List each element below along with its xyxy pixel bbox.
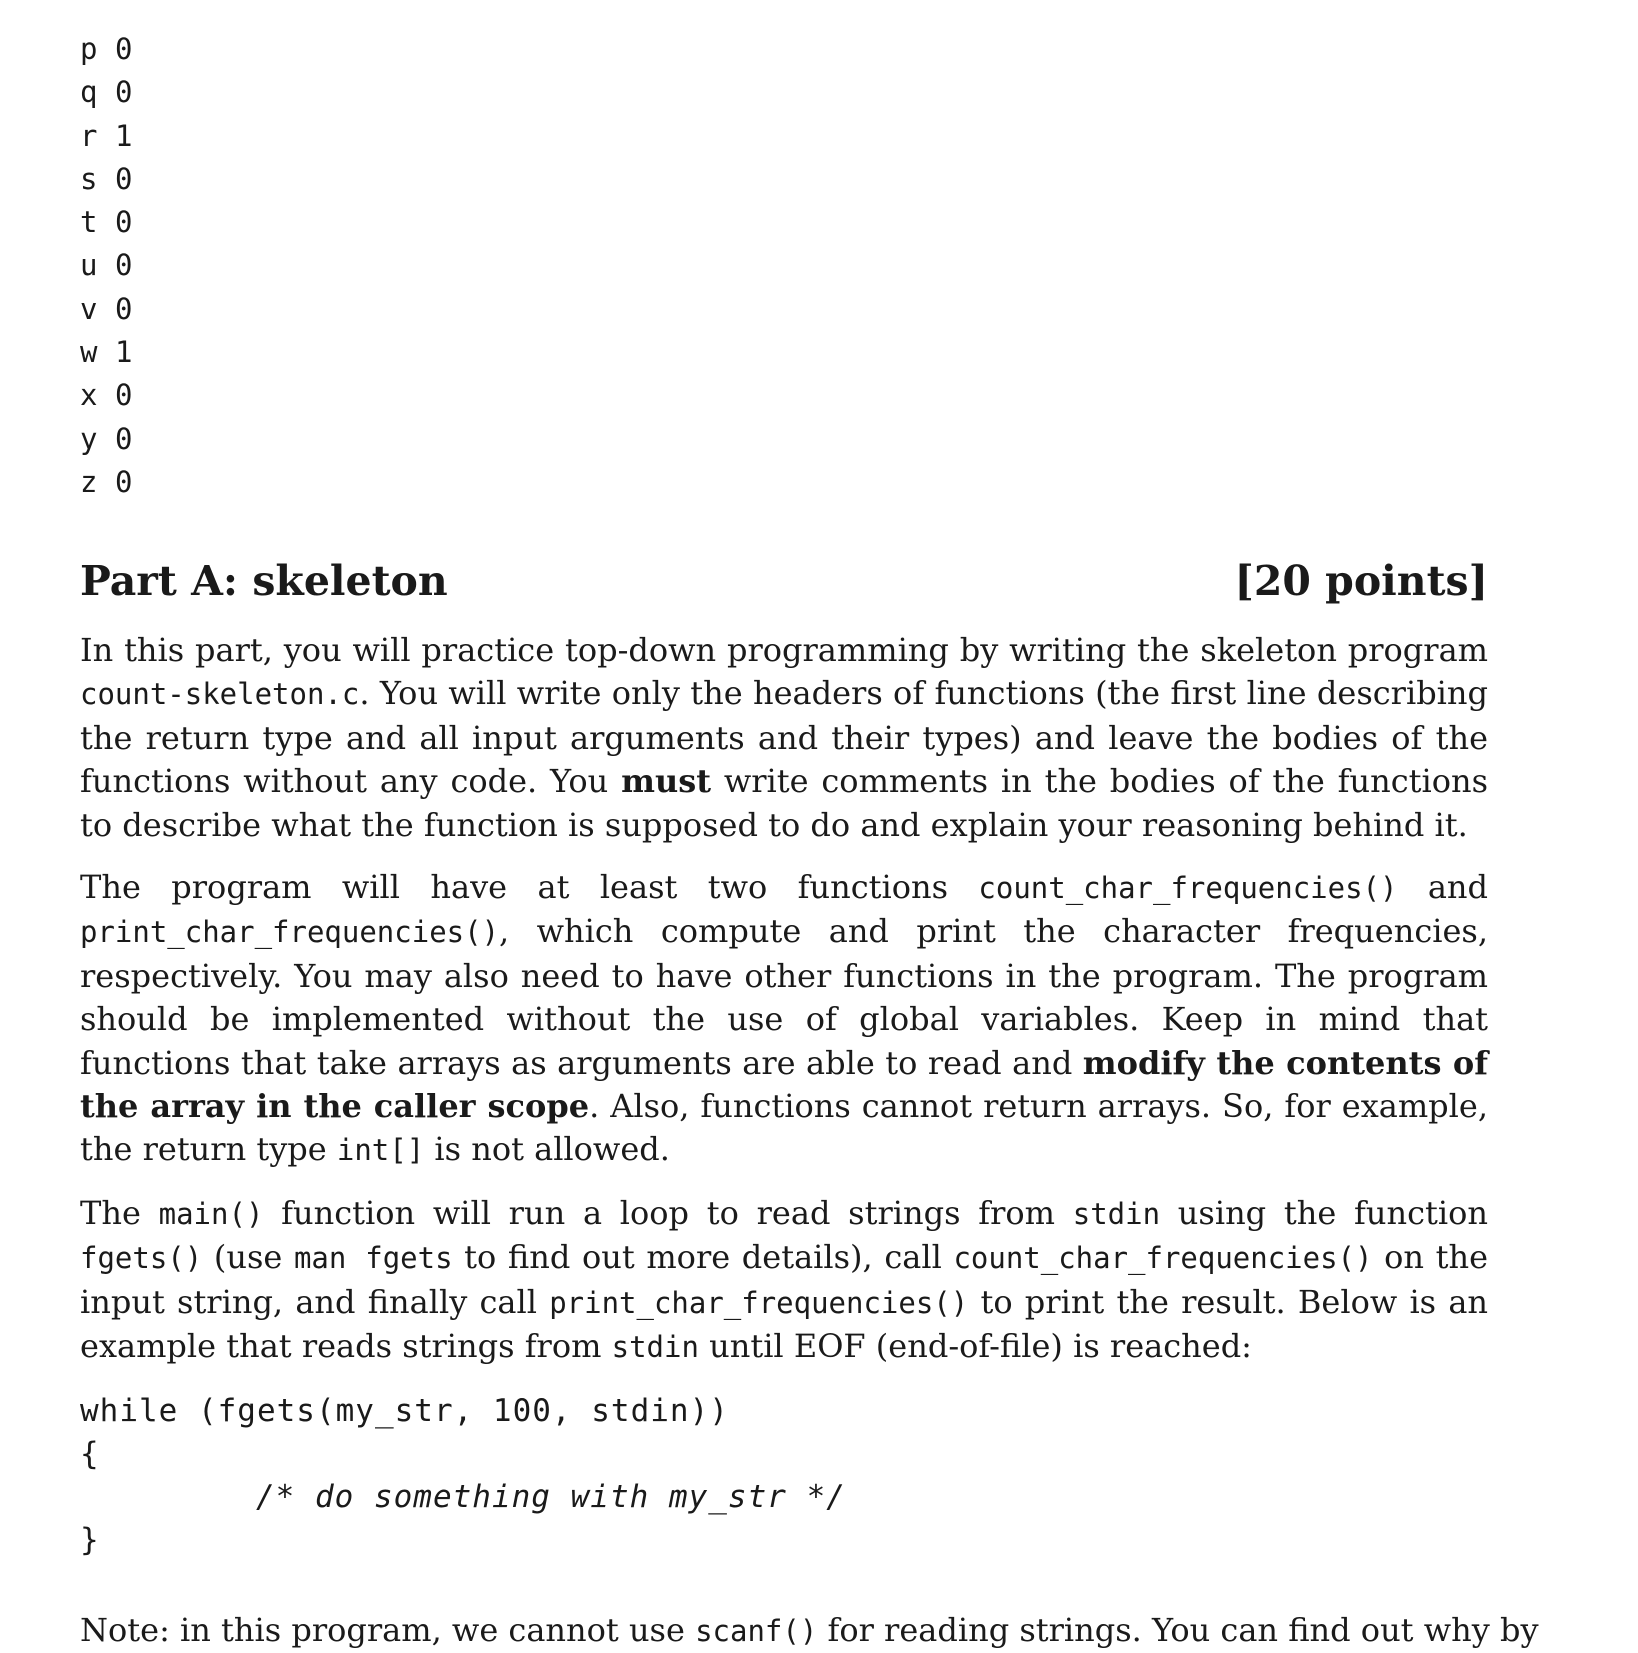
inline-code: count_char_frequencies() [978,871,1398,905]
paragraph-main [80,1192,1488,1370]
paragraph-functions [80,866,1488,1173]
freq-count: 1 [114,335,133,370]
code-line: } [80,1522,100,1558]
paragraph-intro [80,629,1488,847]
text: In this part, you will practice top-down programming by writing the skeleton program [80,631,1488,669]
inline-code: scanf() [695,1614,818,1648]
section-title: Part A: skeleton [80,557,448,605]
freq-letter: p [80,32,98,66]
text: The [80,1194,159,1232]
freq-letter: s [80,161,98,196]
freq-count: 1 [114,118,133,153]
text: is not allowed. [424,1130,670,1169]
text: to print the result. Below is an example that reads strings from [80,1282,1489,1366]
code-line [80,1476,846,1519]
frequency-row [80,374,132,417]
text: The program will have at least two functions [80,868,979,906]
freq-letter: y [80,421,98,456]
inline-code: count-skeleton.c [80,677,360,712]
frequency-row [80,71,132,114]
frequency-row [80,331,132,374]
bold-text: must [621,762,712,801]
freq-letter: v [80,291,98,326]
freq-count: 0 [114,421,133,456]
freq-count: 0 [114,378,133,413]
text: and [1397,868,1489,906]
text: on the input string, and finally call [80,1238,1489,1321]
text: to find out more details), call [452,1238,954,1277]
text: function will run a loop to read strings from [263,1194,1073,1232]
freq-letter: w [80,335,98,370]
freq-letter: z [80,464,98,499]
code-comment: /* do something with my_str */ [256,1479,846,1515]
text: (use [202,1238,294,1277]
code-line: { [80,1436,100,1472]
text: until EOF (end-of-file) is reached: [698,1327,1252,1366]
text: for reading strings. You can find out why by [817,1611,1539,1649]
text: write comments in the bodies of the functions to describe what the function is supposed to do and explain your reasoning behind it. [80,762,1489,844]
inline-code: int[] [336,1133,425,1168]
section-points: [20 points] [1234,557,1488,605]
freq-letter: u [80,248,98,283]
inline-code: print_char_frequencies() [80,915,500,950]
inline-code: fgets() [80,1241,203,1276]
section-heading [80,553,1488,609]
frequency-row [80,28,132,71]
freq-count: 0 [114,464,133,499]
freq-count: 0 [114,161,133,196]
frequency-row [80,418,132,461]
freq-letter: t [80,205,98,240]
frequency-table [80,28,132,504]
freq-letter: q [80,75,98,110]
inline-code: print_char_frequencies() [549,1285,969,1320]
bold-text: modify the contents of the array in the caller scope [80,1043,1489,1126]
text: using the function [1160,1194,1489,1232]
code-line: while (fgets(my_str, 100, stdin)) [80,1393,729,1429]
frequency-row [80,244,132,287]
inline-code: stdin [611,1330,699,1365]
frequency-row [80,201,132,244]
text: , which compute and print the character frequencies, respectively. You may also need to have other functions in the program. The program should be implemented without the use of global variables. Keep in mind that functions that take arrays as arguments are able to read and [80,912,1488,1082]
text: . You will write only the headers of functions (the first line describing the return type and all input arguments and their types) and leave the bodies of the functions without any code. You [80,674,1488,801]
frequency-row [80,158,132,201]
freq-count: 0 [114,32,133,66]
freq-count: 0 [114,205,133,240]
code-block [80,1390,846,1562]
freq-count: 0 [114,75,133,110]
frequency-row [80,461,132,504]
text: . Also, functions cannot return arrays. So, for example, the return type [80,1087,1489,1169]
frequency-row [80,115,132,158]
text: Note: in this program, we cannot use [80,1611,696,1649]
note-paragraph [80,1609,1539,1653]
freq-count: 0 [114,248,133,283]
inline-code: count_char_frequencies() [953,1241,1373,1276]
inline-code: stdin [1072,1197,1161,1231]
freq-letter: r [80,118,98,153]
frequency-row [80,288,132,331]
inline-code: man fgets [293,1241,453,1276]
freq-count: 0 [114,291,133,326]
freq-letter: x [80,378,98,413]
inline-code: main() [158,1197,264,1231]
